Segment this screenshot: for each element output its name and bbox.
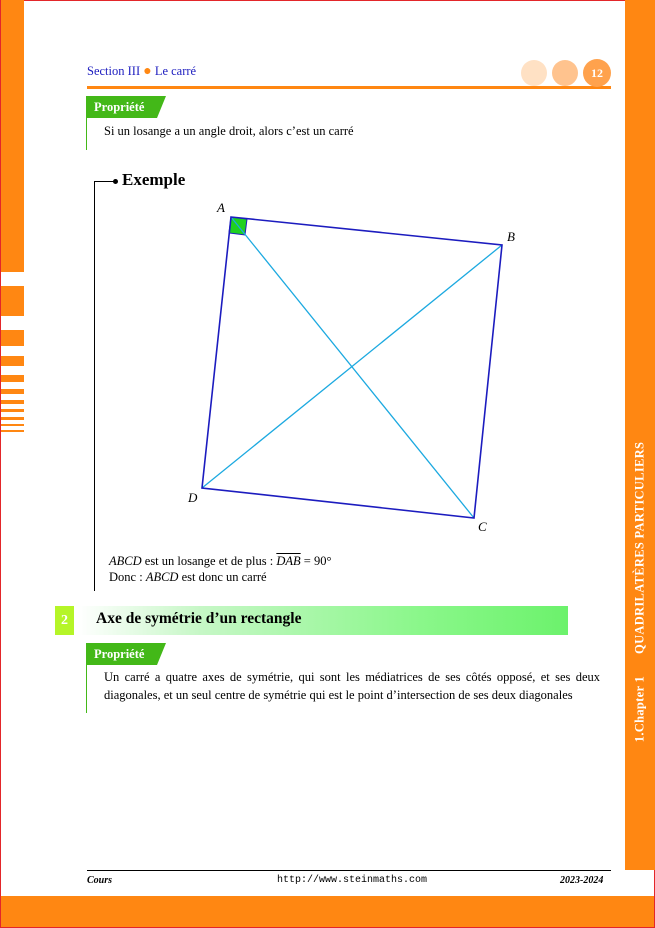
- header-section: Section III: [87, 64, 141, 78]
- property-text: Si un losange a un angle droit, alors c’est un carré: [104, 124, 354, 138]
- footer-left: Cours: [87, 875, 113, 886]
- example-line-1-end: = 90°: [300, 554, 332, 568]
- header-title: Le carré: [154, 64, 197, 78]
- footer-rule: [87, 870, 611, 871]
- vertex-label-a: A: [217, 200, 225, 215]
- chapter-number: 1.Chapter 1: [632, 675, 647, 743]
- abcd-symbol: ABCD: [145, 570, 179, 584]
- example-line-1-text: est un losange et de plus :: [141, 554, 277, 568]
- property-tab: Propriété: [87, 643, 157, 665]
- angle-symbol: $\overline{DAB}$: [276, 554, 301, 568]
- property-text-line-2: diagonales, et un seul centre de symétrie qui est le point d’intersection de ses deux diagonales: [104, 688, 573, 702]
- property-tab: Propriété: [87, 96, 157, 118]
- property-text-line-1: Un carré a quatre axes de symétrie, qui sont les médiatrices de ses côtés opposé, et ses deux: [104, 670, 600, 684]
- property-bar: [86, 643, 87, 713]
- example-line-2-start: Donc :: [109, 570, 146, 584]
- vertex-label-c: C: [478, 519, 487, 534]
- footer-url-link[interactable]: http://www.steinmaths.com: [277, 875, 428, 886]
- example-title: Exemple: [122, 170, 186, 189]
- section-number: 2: [55, 606, 74, 635]
- abcd-symbol: ABCD: [109, 554, 142, 568]
- vertex-label-b: B: [507, 229, 515, 244]
- page-number: 12: [583, 59, 611, 87]
- chapter-name: QUADRILATÈRES PARTICULIERS: [632, 441, 647, 654]
- diagonal-ac: [231, 217, 474, 518]
- footer-year: 2023-2024: [560, 875, 604, 886]
- vertex-label-d: D: [188, 490, 198, 505]
- diagonal-bd: [202, 245, 502, 488]
- example-line-2-end: est donc un carré: [178, 570, 267, 584]
- section-title: Axe de symétrie d’un rectangle: [96, 610, 302, 627]
- example-line-2: [109, 567, 267, 587]
- bullet-dot-icon: ●: [143, 64, 152, 79]
